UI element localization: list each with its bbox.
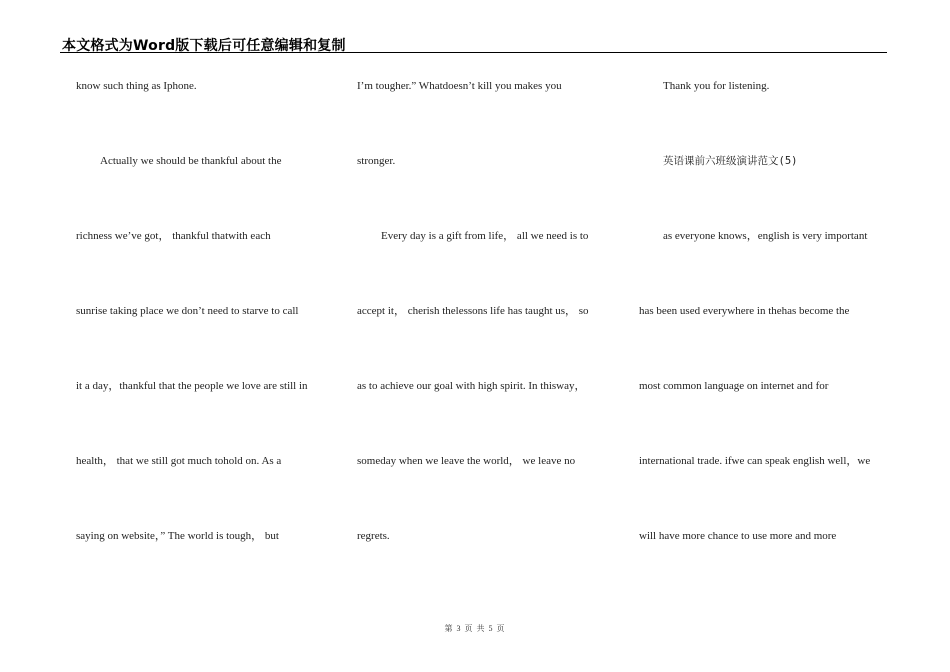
text-line: will have more chance to use more and more — [639, 530, 837, 542]
text-line: accept it， cherish thelessons life has taught us， so — [357, 305, 589, 317]
page-number-footer: 第 3 页 共 5 页 — [444, 624, 506, 633]
text-line: as to achieve our goal with high spirit. In thisway， — [357, 380, 586, 392]
section-heading: 英语课前六班级演讲范文(5) — [663, 155, 798, 167]
text-line: international trade. ifwe can speak english well，we — [639, 455, 871, 467]
text-line: sunrise taking place we don’t need to starve to call — [76, 305, 299, 317]
text-line: most common language on internet and for — [639, 380, 829, 392]
text-line: Thank you for listening. — [663, 80, 770, 92]
text-line: saying on website，” The world is tough， but — [76, 530, 279, 542]
text-line: as everyone knows，english is very important — [663, 230, 868, 242]
text-line: regrets. — [357, 530, 390, 542]
text-line: Every day is a gift from life， all we need is to — [381, 230, 589, 242]
document-header-title: 本文格式为Word版下载后可任意编辑和复制 — [62, 38, 346, 54]
text-line: someday when we leave the world， we leave no — [357, 455, 576, 467]
text-line: stronger. — [357, 155, 396, 167]
text-line: it a day，thankful that the people we love are still in — [76, 380, 308, 392]
text-line: has been used everywhere in thehas become the — [639, 305, 850, 317]
text-line: know such thing as Iphone. — [76, 80, 197, 92]
text-line: Actually we should be thankful about the — [100, 155, 282, 167]
text-line: health， that we still got much tohold on. As a — [76, 455, 282, 467]
text-line: richness we’ve got， thankful thatwith each — [76, 230, 271, 242]
text-line: I’m tougher.” Whatdoesn’t kill you makes you — [357, 80, 562, 92]
header-divider — [60, 52, 887, 53]
